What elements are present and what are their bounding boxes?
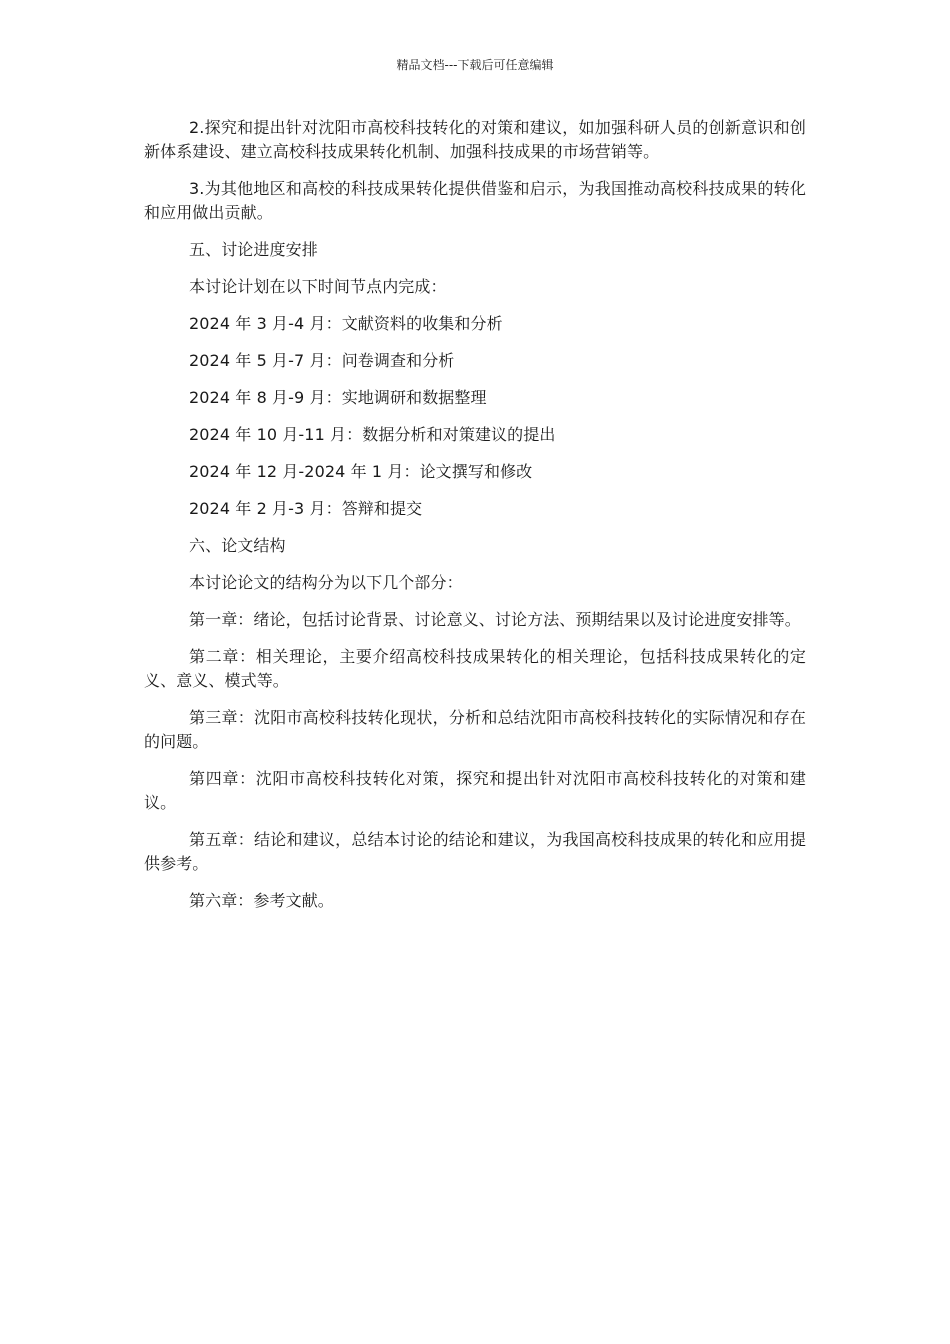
- chapter-item: 第一章：绪论，包括讨论背景、讨论意义、讨论方法、预期结果以及讨论进度安排等。: [189, 610, 801, 629]
- schedule-item: 2024 年 5 月-7 月：问卷调查和分析: [189, 351, 455, 370]
- section-heading-structure: 六、论文结构: [189, 536, 286, 555]
- paragraph-schedule-intro: 本讨论计划在以下时间节点内完成：: [189, 277, 447, 296]
- schedule-item: 2024 年 10 月-11 月：数据分析和对策建议的提出: [189, 425, 556, 444]
- chapter-item: 第六章：参考文献。: [189, 891, 334, 910]
- page-header: 精品文档---下载后可任意编辑: [396, 58, 554, 72]
- chapter-item: 第三章：沈阳市高校科技转化现状，分析和总结沈阳市高校科技转化的实际情况和存在的问题。: [144, 708, 806, 751]
- schedule-item: 2024 年 12 月-2024 年 1 月：论文撰写和修改: [189, 462, 533, 481]
- paragraph-structure-intro: 本讨论论文的结构分为以下几个部分：: [189, 573, 463, 592]
- schedule-item: 2024 年 2 月-3 月：答辩和提交: [189, 499, 423, 518]
- chapter-item: 第四章：沈阳市高校科技转化对策，探究和提出针对沈阳市高校科技转化的对策和建议。: [144, 769, 806, 812]
- schedule-item: 2024 年 3 月-4 月：文献资料的收集和分析: [189, 314, 503, 333]
- paragraph-objective-2: 2.探究和提出针对沈阳市高校科技转化的对策和建议，如加强科研人员的创新意识和创新体系建设、建立高校科技成果转化机制、加强科技成果的市场营销等。: [144, 118, 806, 161]
- section-heading-schedule: 五、讨论进度安排: [189, 240, 318, 259]
- document-body: [144, 116, 806, 926]
- schedule-item: 2024 年 8 月-9 月：实地调研和数据整理: [189, 388, 487, 407]
- paragraph-objective-3: 3.为其他地区和高校的科技成果转化提供借鉴和启示，为我国推动高校科技成果的转化和应用做出贡献。: [144, 179, 806, 222]
- chapter-item: 第二章：相关理论，主要介绍高校科技成果转化的相关理论，包括科技成果转化的定义、意义、模式等。: [144, 647, 806, 690]
- chapter-item: 第五章：结论和建议，总结本讨论的结论和建议，为我国高校科技成果的转化和应用提供参考。: [144, 830, 806, 873]
